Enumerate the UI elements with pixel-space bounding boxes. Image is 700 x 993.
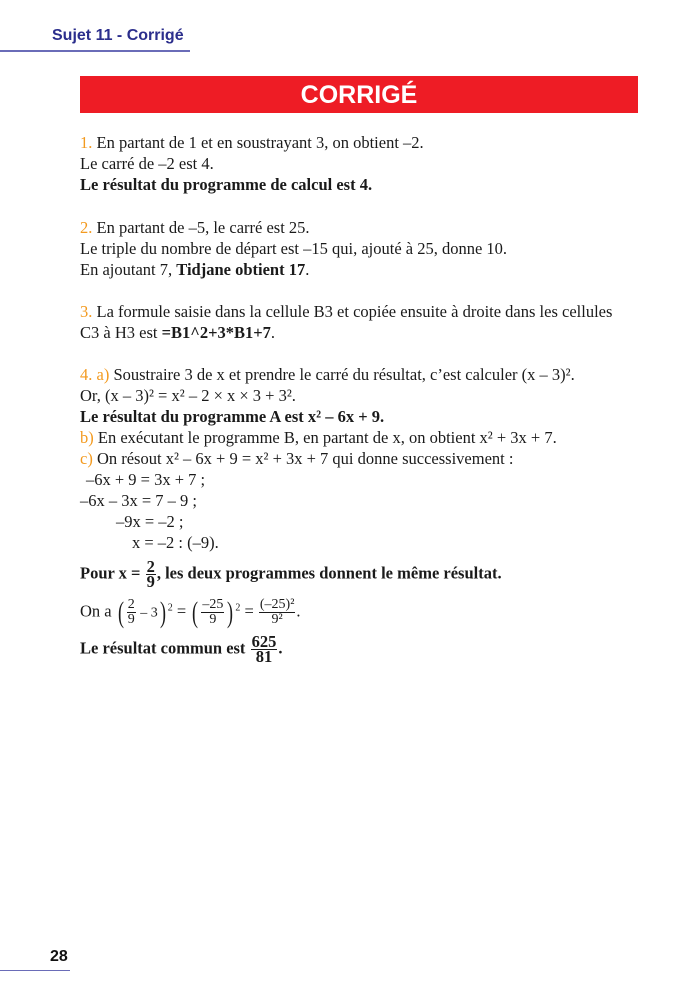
numerator: 625 xyxy=(251,632,277,651)
final-result: Le résultat commun est $\frac{625}{81}$ . xyxy=(80,632,283,666)
denominator: 9² xyxy=(271,612,283,627)
numerator: –25 xyxy=(202,597,224,612)
text: La formule saisie dans la cellule B3 et copiée ensuite à droite dans les cellules xyxy=(92,302,613,321)
q2-line-2: Le triple du nombre de départ est –15 qui, ajouté à 25, donne 10. xyxy=(80,239,508,258)
spreadsheet-formula: =B1^2+3*B1+7 xyxy=(161,323,271,342)
fraction xyxy=(127,598,136,627)
q2-result: Tidjane obtient 17 xyxy=(176,260,306,279)
text: En partant de 1 et en soustrayant 3, on obtient –2. xyxy=(92,133,424,152)
numerator: 2 xyxy=(127,597,135,612)
q1-line-1 xyxy=(80,133,424,153)
text: On a xyxy=(80,601,116,621)
q4c-line xyxy=(80,449,513,469)
question-number: 3. xyxy=(80,302,93,321)
q3-line-2 xyxy=(80,323,275,343)
q1-line-2: Le carré de –2 est 4. xyxy=(80,154,214,173)
q4a-conclusion: Le résultat du programme A est x² – 6x + 9. xyxy=(80,407,385,426)
q2-line-3 xyxy=(80,260,309,280)
question-number: 4. xyxy=(80,365,93,384)
text: . xyxy=(305,260,310,279)
page-number: 28 xyxy=(50,948,68,965)
fraction xyxy=(201,598,224,627)
q4a-line-1 xyxy=(80,365,575,385)
fraction xyxy=(146,557,156,591)
header-divider xyxy=(0,50,190,52)
q4b-line xyxy=(80,428,557,448)
text: , les deux programmes donnent le même résultat. xyxy=(156,563,502,583)
numerator: 2 xyxy=(146,557,155,576)
text: Pour x = xyxy=(80,563,145,583)
fraction xyxy=(259,598,296,627)
numerator: (–25)² xyxy=(259,597,295,612)
equation-step-4: x = –2 : (–9). xyxy=(132,533,219,552)
part-label: a) xyxy=(96,365,110,384)
text: Soustraire 3 de x et prendre le carré du résultat, c’est calculer (x – 3)². xyxy=(109,365,575,384)
denominator: 81 xyxy=(255,647,273,666)
q3-line-1 xyxy=(80,302,612,322)
equation-step-1: –6x + 9 = 3x + 7 ; xyxy=(86,470,206,489)
fraction xyxy=(251,632,278,666)
part-label: b) xyxy=(80,428,94,447)
q2-line-1 xyxy=(80,218,310,238)
question-number: 1. xyxy=(80,133,93,152)
section-banner: CORRIGÉ xyxy=(80,76,638,113)
text: En ajoutant 7, xyxy=(80,260,177,279)
text: C3 à H3 est xyxy=(80,323,162,342)
equation-step-3: –9x = –2 ; xyxy=(116,512,184,531)
text: . xyxy=(270,323,276,342)
q1-conclusion: Le résultat du programme de calcul est 4. xyxy=(80,175,373,194)
text: Le résultat commun est xyxy=(80,638,250,658)
part-label: c) xyxy=(80,449,93,468)
denominator: 9 xyxy=(146,572,155,591)
verification-line: On a ( $\frac{2}{9}$ – 3) $^2$ = ( $\frac{-25}{9}$ ) $^2$ = $\frac{\text{(–25)²}}{\text{9²}}$ . xyxy=(80,595,301,629)
question-number: 2. xyxy=(80,218,93,237)
equation-step-2: –6x – 3x = 7 – 9 ; xyxy=(80,491,198,510)
footer-divider xyxy=(0,970,70,971)
denominator: 9 xyxy=(127,612,135,627)
denominator: 9 xyxy=(209,612,217,627)
text: En partant de –5, le carré est 25. xyxy=(92,218,310,237)
text: – 3 xyxy=(136,605,158,621)
text: En exécutant le programme B, en partant de x, on obtient x² + 3x + 7. xyxy=(93,428,557,447)
q4a-line-2: Or, (x – 3)² = x² – 2 × x × 3 + 3². xyxy=(80,386,296,405)
text: On résout x² – 6x + 9 = x² + 3x + 7 qui donne successivement : xyxy=(92,449,514,468)
q4c-conclusion xyxy=(80,557,502,591)
running-header: Sujet 11 - Corrigé xyxy=(52,27,184,44)
